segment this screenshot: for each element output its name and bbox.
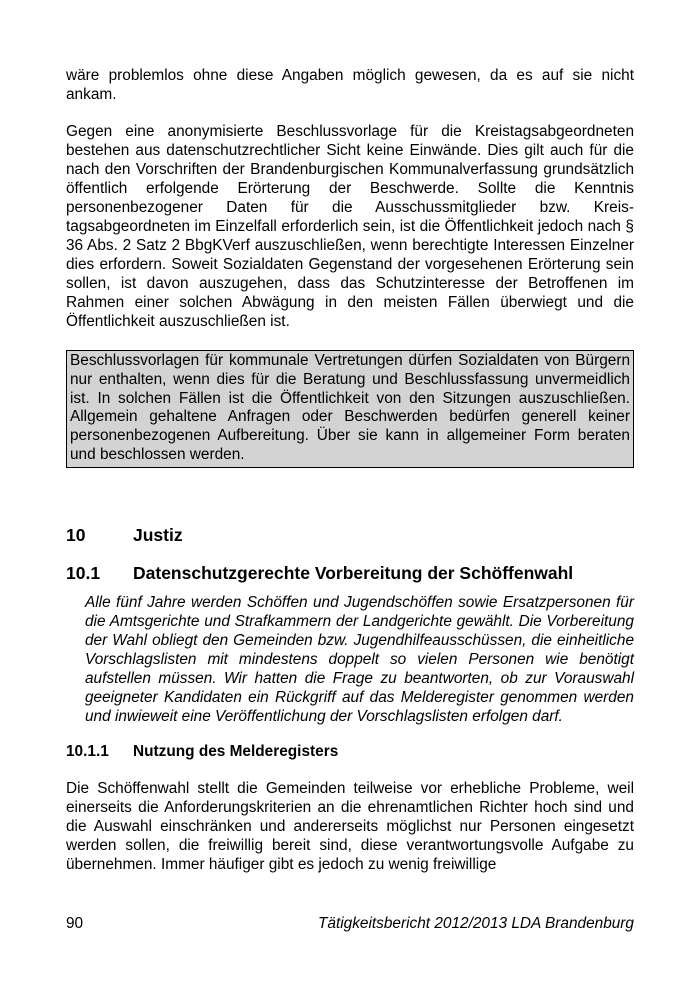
- page-footer: [66, 914, 634, 933]
- subsection-intro: Alle fünf Jahre werden Schöffen und Jugendschöffen sowie Ersatzpersonen für die Amtsgerichte und Strafkammern der Landgerichte gewählt. Die Vorbereitung der Wahl obliegt den Gemeinden bzw. Jugendhilfeausschüssen, die einheitliche Vorschlagslisten mit mindestens doppelt so vielen Personen wie benötigt aufstellen müssen. Wir hatten die Frage zu beantworten, ob zur Vorauswahl geeigneter Kandidaten ein Rückgriff auf das Melderegister genommen werden und inwieweit eine Veröffentlichung der Vorschlagslisten erfolgen darf.: [85, 593, 634, 725]
- subsubsection-number: 10.1.1: [66, 742, 109, 760]
- section-title: Justiz: [133, 524, 183, 545]
- summary-box: [66, 350, 634, 468]
- body-paragraph-anonymised: Gegen eine anonymisierte Beschlussvorlage für die Kreistagsabgeordneten bestehen aus datenschutzrechtlicher Sicht keine Einwände. Dies gilt auch für die nach den Vorschriften der Brandenburgischen Kommunalverfassung grundsätzlich öffentlich erfolgende Erörterung der Beschwerde. Sollte die Kenntnis personenbezogener Daten für die Ausschussmitglieder bzw. Kreistagsabgeordneten im Einzelfall erforderlich sein, ist die Öffentlichkeit jedoch nach § 36 Abs. 2 Satz 2 BbgKVerf auszuschließen, wenn berechtigte Interessen Einzelner dies erfordern. Soweit Sozialdaten Gegenstand der vorgesehenen Erörterung sein sollen, ist davon auszugehen, dass das Schutzinteresse der Betroffenen im Rahmen einer solchen Abwägung in den meisten Fällen überwiegt und die Öffentlichkeit auszuschließen ist.: [66, 123, 634, 330]
- section-heading: [66, 524, 634, 546]
- subsection-heading: [66, 562, 634, 584]
- subsubsection-title: Nutzung des Melderegisters: [133, 742, 339, 760]
- summary-box-text: Beschlussvorlagen für kommunale Vertretungen dürfen Sozialdaten von Bürgern nur enthalten, wenn dies für die Beratung und Beschlussfassung unvermeidlich ist. In solchen Fällen ist die Öffentlichkeit von den Sitzungen auszuschließen. Allgemein gehaltene Anfragen oder Beschwerden bedürfen generell keiner personenbezogenen Aufbereitung. Über sie kann in allgemeiner Form beraten und beschlossen werden.: [70, 352, 630, 463]
- page-number: 90: [66, 915, 84, 932]
- subsection-number: 10.1: [66, 562, 101, 583]
- document-page: [66, 66, 634, 874]
- subsubsection-paragraph: Die Schöffenwahl stellt die Gemeinden teilweise vor erhebliche Probleme, weil einerseits die Anforderungskriterien an die ehrenamtlichen Richter hoch sind und die Auswahl einschränken und andererseits möglichst nur Personen eingesetzt werden sollen, die freiwillig bereit sind, diese verantwortungsvolle Aufgabe zu übernehmen. Immer häufiger gibt es jedoch zu wenig freiwillige: [66, 779, 634, 873]
- subsection-title: Datenschutzgerechte Vorbereitung der Schöffenwahl: [133, 562, 574, 583]
- subsubsection-heading: [66, 742, 634, 761]
- report-title: Tätigkeitsbericht 2012/2013 LDA Brandenburg: [318, 915, 634, 932]
- section-number: 10: [66, 524, 86, 545]
- body-paragraph-continued: wäre problemlos ohne diese Angaben möglich gewesen, da es auf sie nicht ankam.: [66, 67, 634, 103]
